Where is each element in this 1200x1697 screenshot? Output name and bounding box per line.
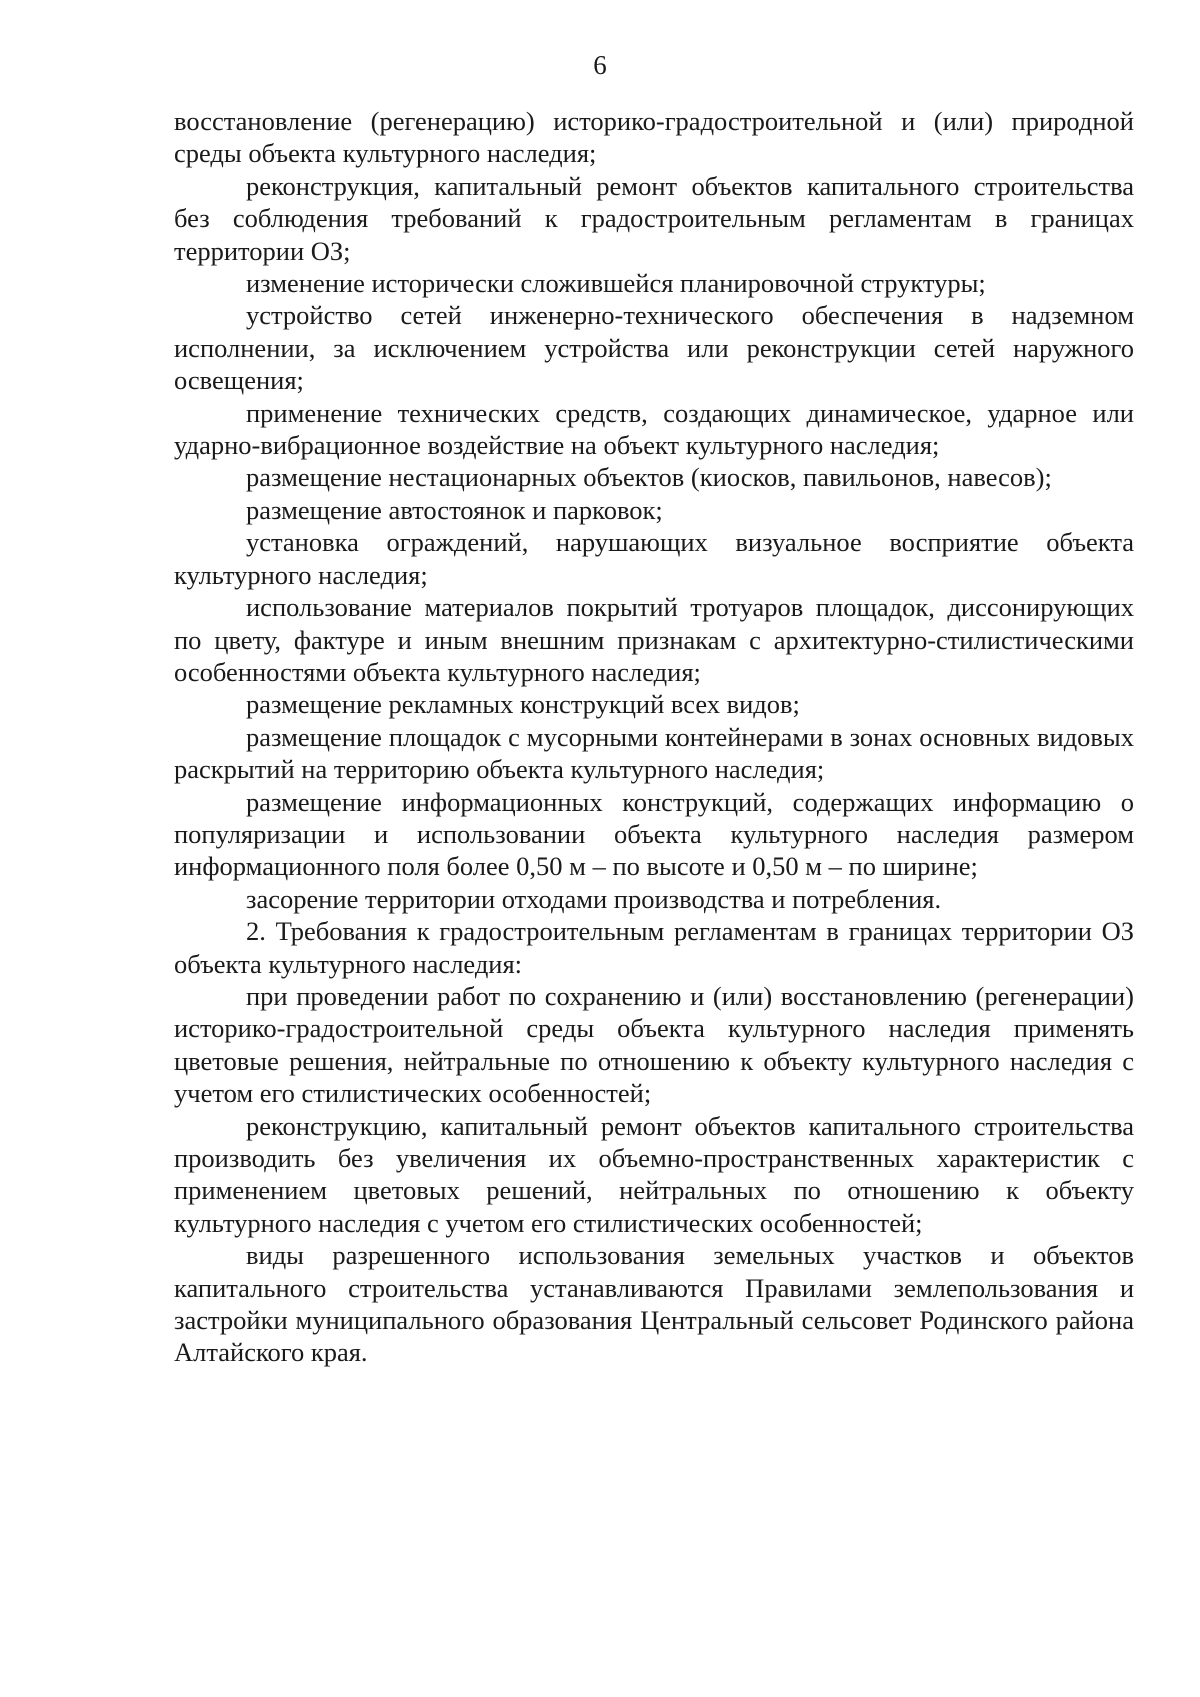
page-number: 6: [593, 50, 607, 80]
paragraph: применение технических средств, создающих динамическое, ударное или ударно-вибрационное воздействие на объект культурного наследия;: [174, 397, 1134, 461]
paragraph: размещение информационных конструкций, содержащих информацию о популяризации и использовании объекта культурного наследия размером информационного поля более 0,50 м – по высоте и 0,50 м – по ширине;: [174, 786, 1134, 882]
paragraph: размещение площадок с мусорными контейнерами в зонах основных видовых раскрытий на территорию объекта культурного наследия;: [174, 721, 1134, 785]
paragraph: размещение рекламных конструкций всех видов;: [246, 689, 800, 720]
section-heading-paragraph: 2. Требования к градостроительным регламентам в границах территории ОЗ объекта культурного наследия:: [174, 916, 1134, 979]
document-body: [174, 105, 1134, 1369]
paragraph: размещение автостоянок и парковок;: [246, 494, 663, 525]
paragraph: при проведении работ по сохранению и (или) восстановлению (регенерации) историко-градостроительной среды объекта культурного наследия применять цветовые решения, нейтральные по отношению к объекту культурного наследия с учетом его стилистических особенностей;: [174, 980, 1134, 1109]
paragraph: виды разрешенного использования земельных участков и объектов капитального строительства устанавливаются Правилами землепользования и застройки муниципального образования Центральный сельсовет Родинского района Алтайского края.: [174, 1240, 1134, 1368]
paragraph: устройство сетей инженерно-технического обеспечения в надземном исполнении, за исключением устройства или реконструкции сетей наружного освещения;: [174, 300, 1134, 396]
paragraph: реконструкцию, капитальный ремонт объектов капитального строительства производить без увеличения их объемно-пространственных характеристик с применением цветовых решений, нейтральных по отношению к объекту культурного наследия с учетом его стилистических особенностей;: [174, 1110, 1134, 1238]
paragraph: засорение территории отходами производства и потребления.: [246, 883, 942, 914]
paragraph: размещение нестационарных объектов (киосков, павильонов, навесов);: [246, 462, 1052, 493]
paragraph: изменение исторически сложившейся планировочной структуры;: [246, 268, 986, 299]
paragraph: реконструкция, капитальный ремонт объектов капитального строительства без соблюдения требований к градостроительным регламентам в границах территории ОЗ;: [174, 170, 1134, 266]
paragraph: восстановление (регенерацию) историко-градостроительной и (или) природной среды объекта культурного наследия;: [174, 106, 1134, 169]
paragraph: установка ограждений, нарушающих визуальное восприятие объекта культурного наследия;: [174, 527, 1134, 590]
paragraph: использование материалов покрытий тротуаров площадок, диссонирующих по цвету, фактуре и иным внешним признакам с архитектурно-стилистическими особенностями объекта культурного наследия;: [174, 592, 1134, 687]
